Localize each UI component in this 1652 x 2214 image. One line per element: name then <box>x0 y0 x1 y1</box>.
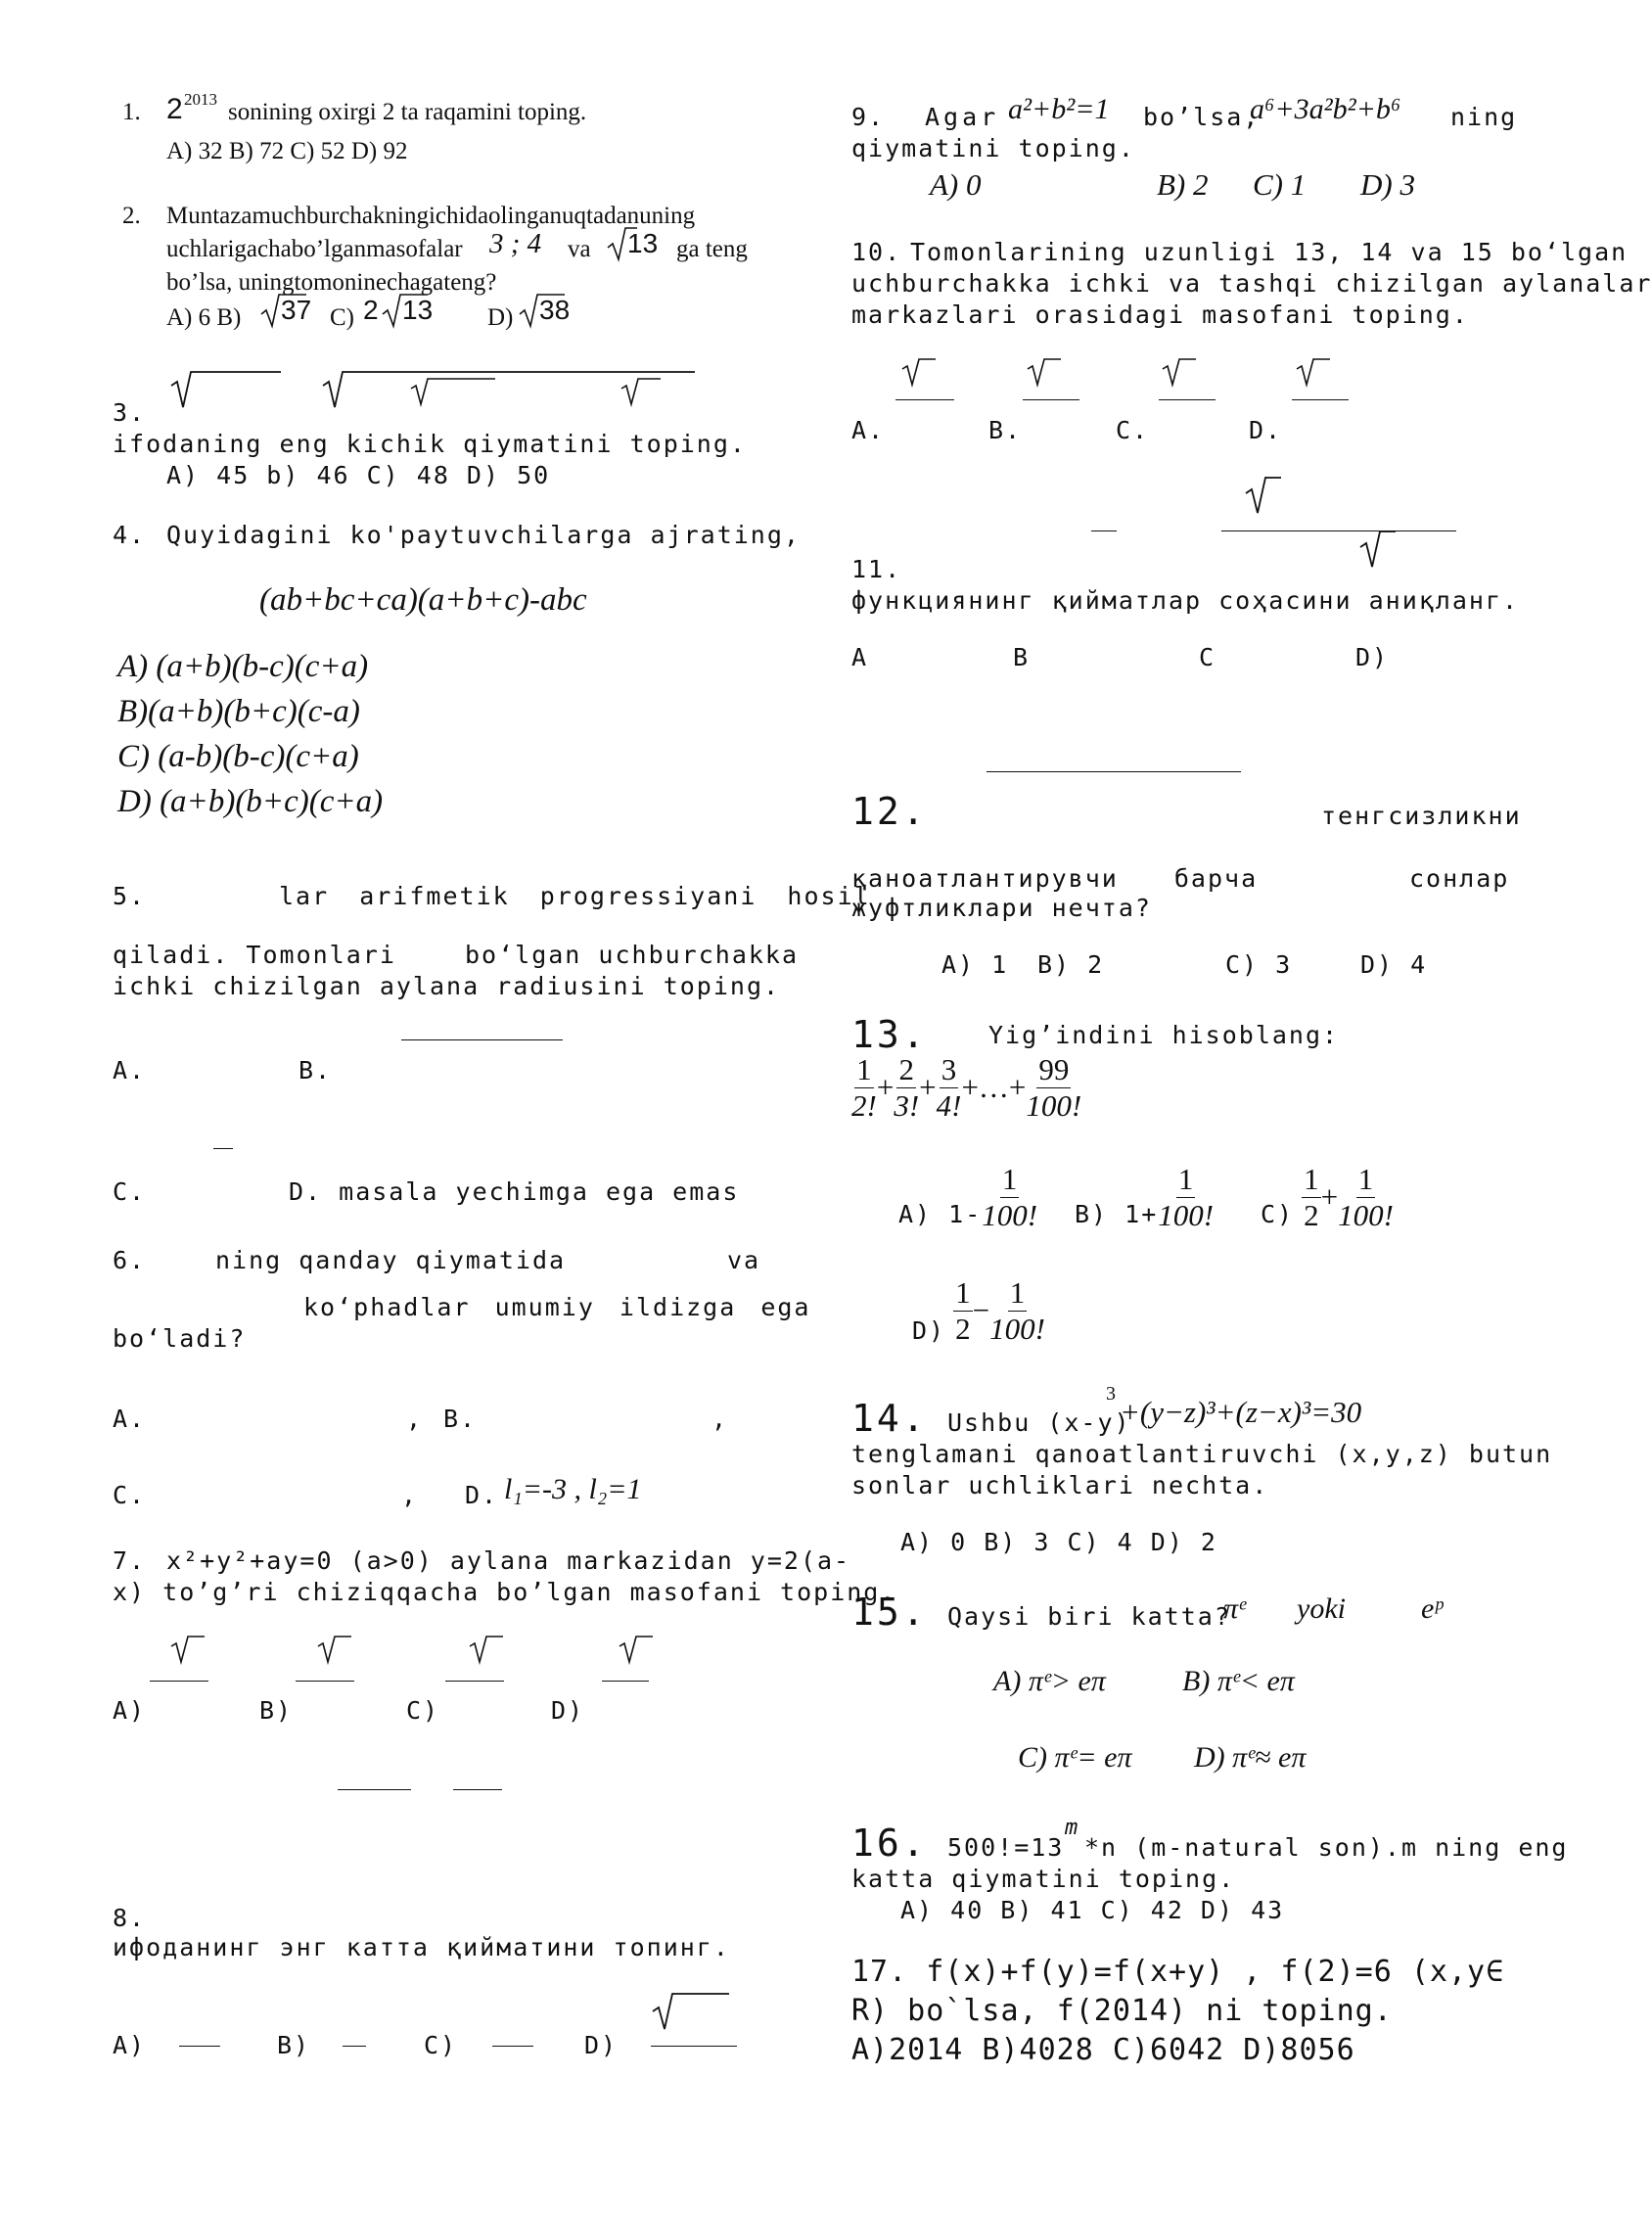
q12-option-a: A) 1 <box>941 950 1009 979</box>
q12-option-b: B) 2 <box>1037 950 1105 979</box>
q6-comma-b: , <box>711 1405 729 1433</box>
fraction-bar <box>179 2046 220 2047</box>
q5-option-d: D. masala yechimga ega emas <box>289 1177 740 1206</box>
q10-option-a: A. <box>851 416 886 444</box>
fraction-bar <box>213 1148 233 1149</box>
q7-option-a: A) <box>113 1696 147 1725</box>
q10-option-d: D. <box>1249 416 1283 444</box>
q17-line2: R) bo`lsa, f(2014) ni toping. <box>851 1994 1393 2028</box>
q6-option-b: B. <box>443 1405 478 1433</box>
q5-text1: lar arifmetik progressiyani hosil <box>279 882 871 910</box>
q6-text2: ko‘phadlar umumiy ildizga ega <box>303 1293 811 1321</box>
q12-option-d: D) 4 <box>1360 950 1428 979</box>
q9-option-b: B) 2 <box>1157 167 1209 202</box>
q10-line1: Tomonlarining uzunligi 13, 14 va 15 bo‘lgan <box>910 238 1629 266</box>
q2-root13: 13 <box>627 228 659 258</box>
q13-sum: $\frac{1}{2!}$ + $\frac{2}{3!}$ + $\frac{3}{4!}$ +…+ $\frac{99}{100!}$ <box>851 1052 1082 1123</box>
q13-option-a: A) 1- $\frac{1}{100!}$ <box>898 1162 1038 1232</box>
q8-option-d: D) <box>584 2031 619 2059</box>
q7-line2: x) to’g’ri chiziqqacha bo’lgan masofani toping. <box>113 1578 897 1606</box>
q3-answers: A) 45 b) 46 C) 48 D) 50 <box>166 461 551 489</box>
q2-line1: Muntazamuchburchakningichidaolinganuqtadanuning <box>166 203 696 229</box>
q15-text: Qaysi biri katta? <box>947 1602 1231 1631</box>
q9-bolsa: bo’lsa, <box>1143 103 1261 131</box>
q9-ning: ning <box>1450 103 1518 131</box>
fraction-bar <box>895 399 954 400</box>
q5-text3: ichki chizilgan aylana radiusini toping. <box>113 972 781 1000</box>
q1-number: 1. <box>122 99 141 125</box>
q4-text: Quyidagini ko'paytuvchilarga ajrating, <box>166 521 801 549</box>
q15-option-d: D) πᵉ≈ eπ <box>1194 1741 1307 1774</box>
sqrt-icon <box>470 1637 528 1666</box>
q7-line1: x²+y²+ay=0 (a>0) aylana markazidan y=2(a- <box>166 1546 851 1575</box>
q7-option-d: D) <box>551 1696 585 1725</box>
q9-option-a: A) 0 <box>930 167 982 202</box>
sqrt-icon <box>1163 359 1221 389</box>
q13-option-b: B) 1+ $\frac{1}{100!}$ <box>1075 1162 1215 1232</box>
q16-text1: 500!=13 <box>947 1833 1065 1862</box>
q2-option-d: D) <box>487 304 514 331</box>
sqrt-icon <box>608 228 627 261</box>
fraction-bar <box>1221 530 1456 531</box>
fraction-bar <box>987 771 1241 772</box>
fraction-bar <box>1091 530 1117 531</box>
sum-term-last: $\frac{99}{100!}$ <box>1026 1052 1082 1123</box>
q5-option-a: A. <box>113 1056 147 1084</box>
q14-answers: A) 0 B) 3 C) 4 D) 2 <box>900 1528 1217 1556</box>
q7-number: 7. <box>113 1546 147 1575</box>
q10-option-c: C. <box>1116 416 1150 444</box>
q15-e-pi: eᵖ <box>1421 1592 1443 1625</box>
q4-option-a: A) (a+b)(b-c)(c+a) <box>117 649 369 684</box>
q11-option-c: C <box>1199 643 1216 671</box>
q16-text2: *n (m-natural son).m ning eng <box>1084 1833 1569 1862</box>
q2-number: 2. <box>122 203 141 229</box>
q17-line1: 17. f(x)+f(y)=f(x+y) , f(2)=6 (x,y∈ <box>851 1955 1505 1989</box>
q9-condition: a²+b²=1 <box>1008 93 1110 125</box>
q1-text: sonining oxirgi 2 ta raqamini toping. <box>228 99 587 125</box>
q8-text: ифоданинг энг катта қийматини топинг. <box>113 1933 730 1961</box>
sqrt-icon <box>520 295 539 328</box>
q10-line3: markazlari orasidagi masofani toping. <box>851 300 1469 329</box>
q2-option-c-coef: 2 <box>363 295 379 325</box>
sqrt-icon <box>383 295 402 328</box>
fraction-bar <box>338 1789 411 1790</box>
q6-option-d: D. <box>465 1481 499 1509</box>
q13-option-d: D) $\frac{1}{2}$ − $\frac{1}{100!}$ <box>912 1275 1045 1346</box>
q1-base: 2 <box>166 93 183 125</box>
q4-option-d: D) (a+b)(b+c)(c+a) <box>117 784 384 819</box>
q6-text3: bo‘ladi? <box>113 1324 247 1353</box>
fraction-bar <box>150 1681 208 1682</box>
fraction-bar <box>343 2046 366 2047</box>
q2-option-a: A) 6 B) <box>166 304 242 331</box>
q14-text1: Ushbu (x-y) <box>947 1408 1131 1437</box>
sqrt-icon <box>411 379 509 408</box>
q6-comma-a: , <box>406 1405 424 1433</box>
fraction-bar <box>602 1681 649 1682</box>
q14-expression: +(y−z)³+(z−x)³=30 <box>1120 1395 1362 1429</box>
q5-option-c: C. <box>113 1177 147 1206</box>
q4-option-b: B)(a+b)(b+c)(c-a) <box>117 694 360 729</box>
q4-number: 4. <box>113 521 147 549</box>
q9-line2: qiymatini toping. <box>851 134 1135 162</box>
q5-text2a: qiladi. Tomonlari <box>113 941 396 969</box>
sqrt-icon <box>1246 478 1305 517</box>
q15-option-c: C) πᵉ= eπ <box>1018 1741 1132 1774</box>
q7-option-b: B) <box>259 1696 294 1725</box>
sqrt-icon <box>653 1994 751 2033</box>
q8-option-b: B) <box>277 2031 311 2059</box>
q2-ratio: 3 ; 4 <box>489 228 542 259</box>
q9-option-d: D) 3 <box>1360 167 1415 202</box>
q11-option-a: A <box>851 643 869 671</box>
fraction-bar <box>401 1039 563 1040</box>
q6-option-a: A. <box>113 1405 147 1433</box>
q15-option-b: B) πᵉ< eπ <box>1182 1665 1295 1697</box>
q12-option-c: C) 3 <box>1225 950 1293 979</box>
q13-number: 13. <box>851 1013 928 1056</box>
q1-exponent: 2013 <box>184 90 217 109</box>
sqrt-icon <box>902 359 961 389</box>
q2-option-d-root: 38 <box>539 295 571 325</box>
q5-number: 5. <box>113 882 147 910</box>
q2-ga-teng: ga teng <box>676 236 748 262</box>
q2-option-b-root: 37 <box>281 295 312 325</box>
q10-option-b: B. <box>988 416 1023 444</box>
q5-text2b: bo‘lgan uchburchakka <box>465 941 800 969</box>
q16-number: 16. <box>851 1822 928 1865</box>
fraction-bar <box>1023 399 1079 400</box>
q2-va: va <box>568 236 591 262</box>
q15-pi-e: πᵉ <box>1223 1592 1246 1625</box>
q3-text: ifodaning eng kichik qiymatini toping. <box>113 430 747 458</box>
q4-expression: (ab+bc+ca)(a+b+c)-abc <box>259 582 587 618</box>
q12-word1: тенгсизликни <box>1321 802 1522 830</box>
q1-answers: A) 32 B) 72 C) 52 D) 92 <box>166 138 408 164</box>
q8-option-a: A) <box>113 2031 147 2059</box>
q14-line2: tenglamani qanoatlantiruvchi (x,y,z) butun <box>851 1440 1553 1468</box>
q9-number: 9. <box>851 103 886 131</box>
q13-option-c: C) $\frac{1}{2}$ + $\frac{1}{100!}$ <box>1261 1162 1394 1232</box>
q2-option-c: C) <box>330 304 354 331</box>
q14-number: 14. <box>851 1397 928 1440</box>
q16-answers: A) 40 B) 41 C) 42 D) 43 <box>900 1896 1285 1924</box>
q5-option-b: B. <box>298 1056 333 1084</box>
sum-term-1: $\frac{1}{2!}$ <box>851 1052 877 1123</box>
fraction-bar <box>1292 399 1349 400</box>
q17-line3: A)2014 B)4028 C)6042 D)8056 <box>851 2033 1355 2067</box>
q10-line2: uchburchakka ichki va tashqi chizilgan aylanalar <box>851 269 1652 298</box>
sqrt-icon <box>171 1637 230 1666</box>
sqrt-icon <box>1297 359 1355 389</box>
fraction-bar <box>445 1681 504 1682</box>
sum-term-3: $\frac{3}{4!}$ <box>936 1052 962 1123</box>
q14-line3: sonlar uchliklari nechta. <box>851 1471 1269 1499</box>
fraction-bar <box>453 1789 502 1790</box>
fraction-bar <box>1159 399 1216 400</box>
sqrt-icon <box>1028 359 1086 389</box>
q12-word2: сонлар <box>1409 864 1510 893</box>
q11-number: 11. <box>851 555 902 583</box>
q10-number: 10. <box>851 238 902 266</box>
sqrt-icon <box>621 379 680 408</box>
q15-option-a: A) πᵉ> eπ <box>993 1665 1106 1697</box>
q8-number: 8. <box>113 1904 147 1932</box>
q8-option-c: C) <box>424 2031 458 2059</box>
q7-option-c: C) <box>406 1696 440 1725</box>
q6-text1a: ning qanday qiymatida <box>215 1246 567 1274</box>
q9-expression: a⁶+3a²b²+b⁶ <box>1250 93 1401 125</box>
fraction-bar <box>492 2046 533 2047</box>
q4-option-c: C) (a-b)(b-c)(c+a) <box>117 739 359 774</box>
q11-text: функциянинг қийматлар соҳасини аниқланг. <box>851 586 1520 615</box>
q9-option-c: C) 1 <box>1253 167 1307 202</box>
q12-line2: қаноатлантирувчи барча <box>851 864 1259 893</box>
q2-option-c-root: 13 <box>402 295 434 325</box>
sqrt-icon <box>1360 531 1419 571</box>
fraction-bar <box>651 2046 737 2047</box>
q12-line3: жуфтликлари нечта? <box>851 894 1152 922</box>
q6-text1b: va <box>727 1246 761 1274</box>
q16-line2: katta qiymatini toping. <box>851 1865 1236 1893</box>
q6-comma-c: , <box>401 1481 419 1509</box>
q6-option-d-expr: l₁=-3 , l₂=1 <box>504 1473 642 1505</box>
q13-text: Yig’indini hisoblang: <box>988 1021 1340 1049</box>
q14-exponent: 3 <box>1106 1383 1116 1405</box>
fraction-bar <box>296 1681 354 1682</box>
q15-number: 15. <box>851 1591 928 1634</box>
sqrt-icon <box>620 1637 678 1666</box>
q16-exponent: m <box>1065 1816 1080 1840</box>
q3-number: 3. <box>113 398 147 427</box>
q11-option-b: B <box>1013 643 1031 671</box>
q11-option-d: D) <box>1355 643 1390 671</box>
q6-number: 6. <box>113 1246 147 1274</box>
q6-option-c: C. <box>113 1481 147 1509</box>
sqrt-icon <box>261 295 281 328</box>
q2-line3: bo’lsa, uningtomoninechagateng? <box>166 269 497 296</box>
q15-yoki: yoki <box>1297 1592 1346 1625</box>
q9-agar: Agar <box>925 103 1000 131</box>
q2-line2: uchlarigachabo’lganmasofalar <box>166 236 463 262</box>
sqrt-icon <box>318 1637 377 1666</box>
q12-number: 12. <box>851 790 928 833</box>
sum-term-2: $\frac{2}{3!}$ <box>894 1052 920 1123</box>
